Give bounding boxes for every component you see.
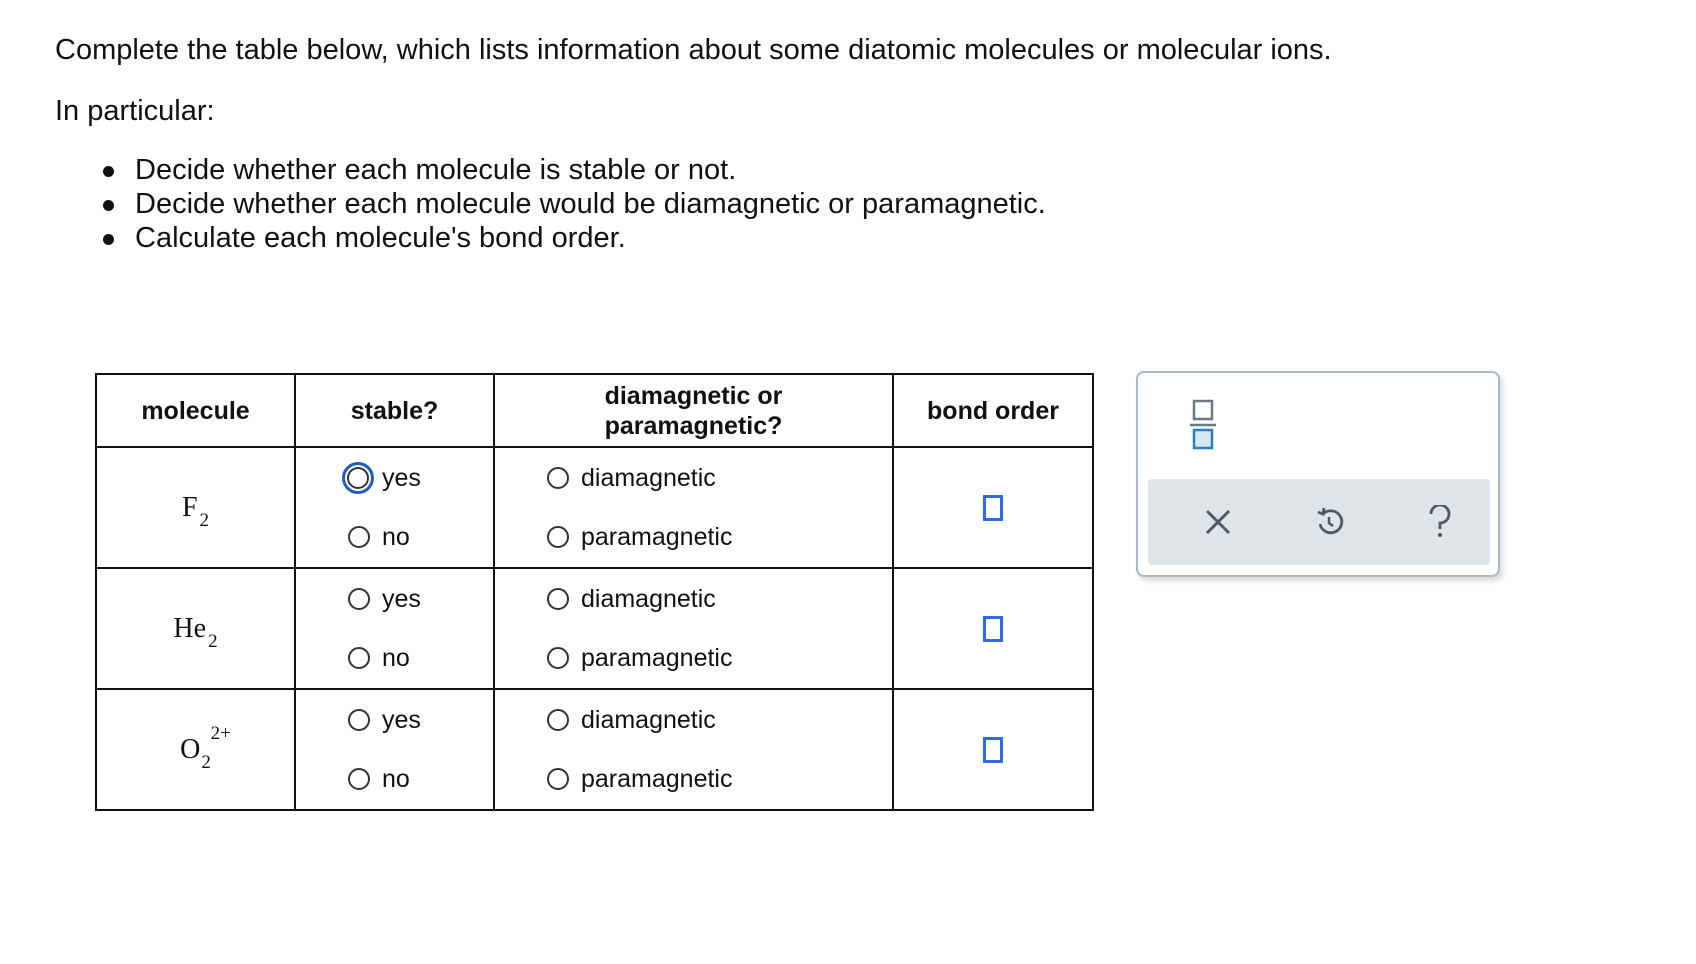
paramagnetic-option[interactable] (547, 521, 892, 553)
radio-button[interactable] (547, 768, 569, 790)
stable-cell (295, 447, 494, 568)
molecule-formula (173, 613, 218, 653)
clear-icon[interactable] (1193, 497, 1243, 547)
magnetism-cell (494, 447, 893, 568)
bond-order-input[interactable] (983, 616, 1003, 642)
bond-order-cell (893, 689, 1093, 810)
molecule-table (95, 373, 1094, 811)
header-bond-order: bond order (893, 374, 1093, 447)
option-label: diamagnetic (581, 584, 716, 613)
option-label: diamagnetic (581, 705, 716, 734)
molecule-cell (96, 689, 295, 810)
option-label: diamagnetic (581, 463, 716, 492)
header-molecule: molecule (96, 374, 295, 447)
instruction-text: Complete the table below, which lists information about some diatomic molecules or molecular ions. (55, 34, 1332, 66)
radio-button[interactable] (547, 467, 569, 489)
formula-element: O (180, 734, 201, 766)
option-label: yes (382, 705, 421, 734)
diamagnetic-option[interactable] (547, 583, 892, 615)
radio-button[interactable] (348, 588, 370, 610)
stable-cell (295, 689, 494, 810)
option-label: paramagnetic (581, 764, 733, 793)
stable-yes-option[interactable] (348, 583, 493, 615)
palette-toolbar (1148, 479, 1490, 565)
stable-no-option[interactable] (348, 642, 493, 674)
formula-subscript: 2 (199, 510, 210, 532)
radio-button[interactable] (547, 588, 569, 610)
stable-yes-option[interactable] (348, 462, 493, 494)
header-magnetism-line1: diamagnetic or (604, 381, 783, 410)
radio-button[interactable] (547, 709, 569, 731)
radio-button[interactable] (348, 768, 370, 790)
option-label: no (382, 764, 410, 793)
stable-cell (295, 568, 494, 689)
bullet-magnetism: Decide whether each molecule would be diamagnetic or paramagnetic. (135, 187, 1332, 221)
header-magnetism-line2: paramagnetic? (604, 411, 783, 440)
radio-button[interactable] (348, 709, 370, 731)
instructions (55, 30, 1332, 255)
molecule-formula (181, 492, 210, 532)
formula-subscript: 2 (201, 752, 211, 774)
fraction-icon[interactable] (1188, 397, 1218, 453)
bond-order-cell (893, 447, 1093, 568)
undo-icon[interactable] (1305, 497, 1355, 547)
radio-button[interactable] (348, 647, 370, 669)
formula-element: He (173, 613, 207, 645)
option-label: paramagnetic (581, 522, 733, 551)
header-magnetism (494, 374, 893, 447)
instruction-bullets (55, 153, 1332, 255)
molecule-cell (96, 447, 295, 568)
option-label: yes (382, 584, 421, 613)
stable-no-option[interactable] (348, 521, 493, 553)
table-row (96, 568, 1093, 689)
math-palette (1136, 371, 1500, 577)
bond-order-input[interactable] (983, 737, 1003, 763)
help-icon[interactable] (1415, 497, 1465, 547)
radio-button[interactable] (547, 647, 569, 669)
stable-no-option[interactable] (348, 763, 493, 795)
header-stable: stable? (295, 374, 494, 447)
paramagnetic-option[interactable] (547, 642, 892, 674)
bond-order-input[interactable] (983, 495, 1003, 521)
diamagnetic-option[interactable] (547, 462, 892, 494)
radio-button[interactable] (547, 526, 569, 548)
formula-charge: 2+ (210, 723, 231, 745)
table-row (96, 447, 1093, 568)
option-label: no (382, 522, 410, 551)
instruction-subheading: In particular: (55, 95, 215, 127)
bullet-bond-order: Calculate each molecule's bond order. (135, 221, 1332, 255)
molecule-cell (96, 568, 295, 689)
radio-button[interactable] (348, 526, 370, 548)
table-header-row (96, 374, 1093, 447)
formula-subscript: 2 (208, 631, 218, 653)
option-label: paramagnetic (581, 643, 733, 672)
radio-button[interactable] (342, 462, 374, 494)
magnetism-cell (494, 689, 893, 810)
option-label: yes (382, 463, 421, 492)
table-row (96, 689, 1093, 810)
option-label: no (382, 643, 410, 672)
diamagnetic-option[interactable] (547, 704, 892, 736)
bond-order-cell (893, 568, 1093, 689)
bullet-stability: Decide whether each molecule is stable or not. (135, 153, 1332, 187)
molecule-formula (180, 723, 231, 774)
paramagnetic-option[interactable] (547, 763, 892, 795)
stable-yes-option[interactable] (348, 704, 493, 736)
formula-element: F (181, 492, 198, 524)
magnetism-cell (494, 568, 893, 689)
